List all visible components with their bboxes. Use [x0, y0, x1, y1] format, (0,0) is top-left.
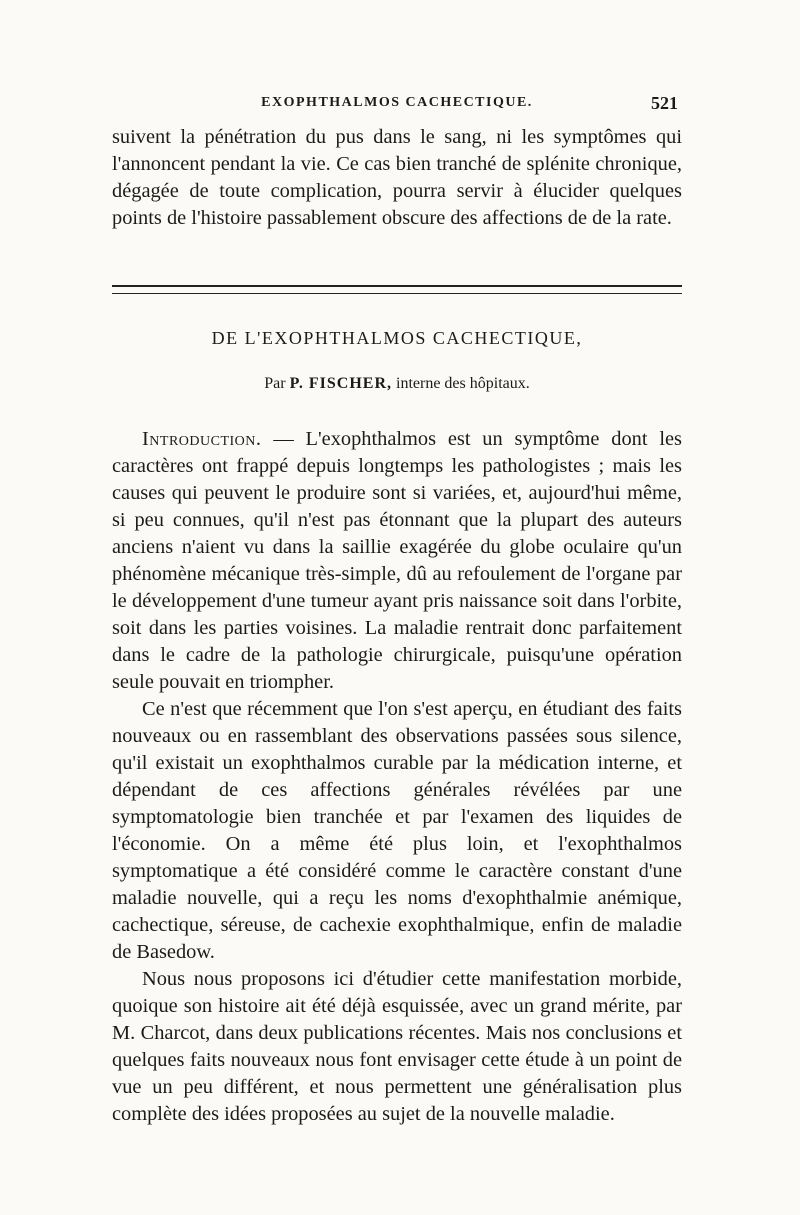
running-title: EXOPHTHALMOS CACHECTIQUE. [261, 95, 533, 110]
article-body [112, 426, 682, 1128]
paragraph-text: — L'exophthalmos est un symptôme dont les caractères ont frappé depuis longtemps les pathologistes ; mais les causes qui peuvent le produire sont si variées, et, aujourd'hui même, si peu connues, qu'il n'est pas étonnant que la plupart des auteurs anciens n'aient vu dans la saillie exagérée du globe oculaire qu'un phénomène mécanique très-simple, dû au refoulement de l'organe par le développement d'une tumeur ayant pris naissance soit dans l'orbite, soit dans les parties voisines. La maladie rentrait donc parfaitement dans le cadre de la pathologie chirurgicale, puisqu'une opération seule pouvait en triompher. [112, 428, 682, 693]
section-label: Introduction. [142, 428, 262, 450]
byline [112, 375, 682, 393]
article-title: DE L'EXOPHTHALMOS CACHECTIQUE, [211, 328, 583, 348]
continuation-paragraph [112, 124, 682, 232]
author-name: P. FISCHER, [289, 375, 392, 392]
byline-affiliation: interne des hôpitaux. [396, 375, 530, 392]
running-header [112, 95, 682, 121]
continuation-text: suivent la pénétration du pus dans le sang, ni les symptômes qui l'annoncent pendant la vie. Ce cas bien tranché de splénite chronique, dégagée de toute complication, pourra servir à élucider quelques points de l'histoire passablement obscure des affections de de la rate. [112, 126, 682, 229]
paragraph: Nous nous proposons ici d'étudier cette manifestation morbide, quoique son histoire ait été déjà esquissée, avec un grand mérite, par M. Charcot, dans deux publications récentes. Mais nos conclusions et quelques faits nouveaux nous font envisager cette étude à un point de vue un peu différent, et nous permettent une généralisation plus complète des idées proposées au sujet de la nouvelle maladie. [112, 968, 682, 1125]
paragraph-introduction [112, 426, 682, 696]
paragraph: Ce n'est que récemment que l'on s'est aperçu, en étudiant des faits nouveaux ou en rassemblant des observations passées sous silence, qu'il existait un exophthalmos curable par la médication interne, et dépendant de ces affections générales révélées par une symptomatologie bien tranchée et par l'examen des liquides de l'économie. On a même été plus loin, et l'exophthalmos symptomatique a été considéré comme le caractère constant d'une maladie nouvelle, qui a reçu les noms d'exophthalmie anémique, cachectique, séreuse, de cachexie exophthalmique, enfin de maladie de Basedow. [112, 698, 682, 963]
section-divider [112, 285, 682, 294]
byline-prefix: Par [264, 375, 286, 392]
page-number: 521 [651, 93, 678, 113]
